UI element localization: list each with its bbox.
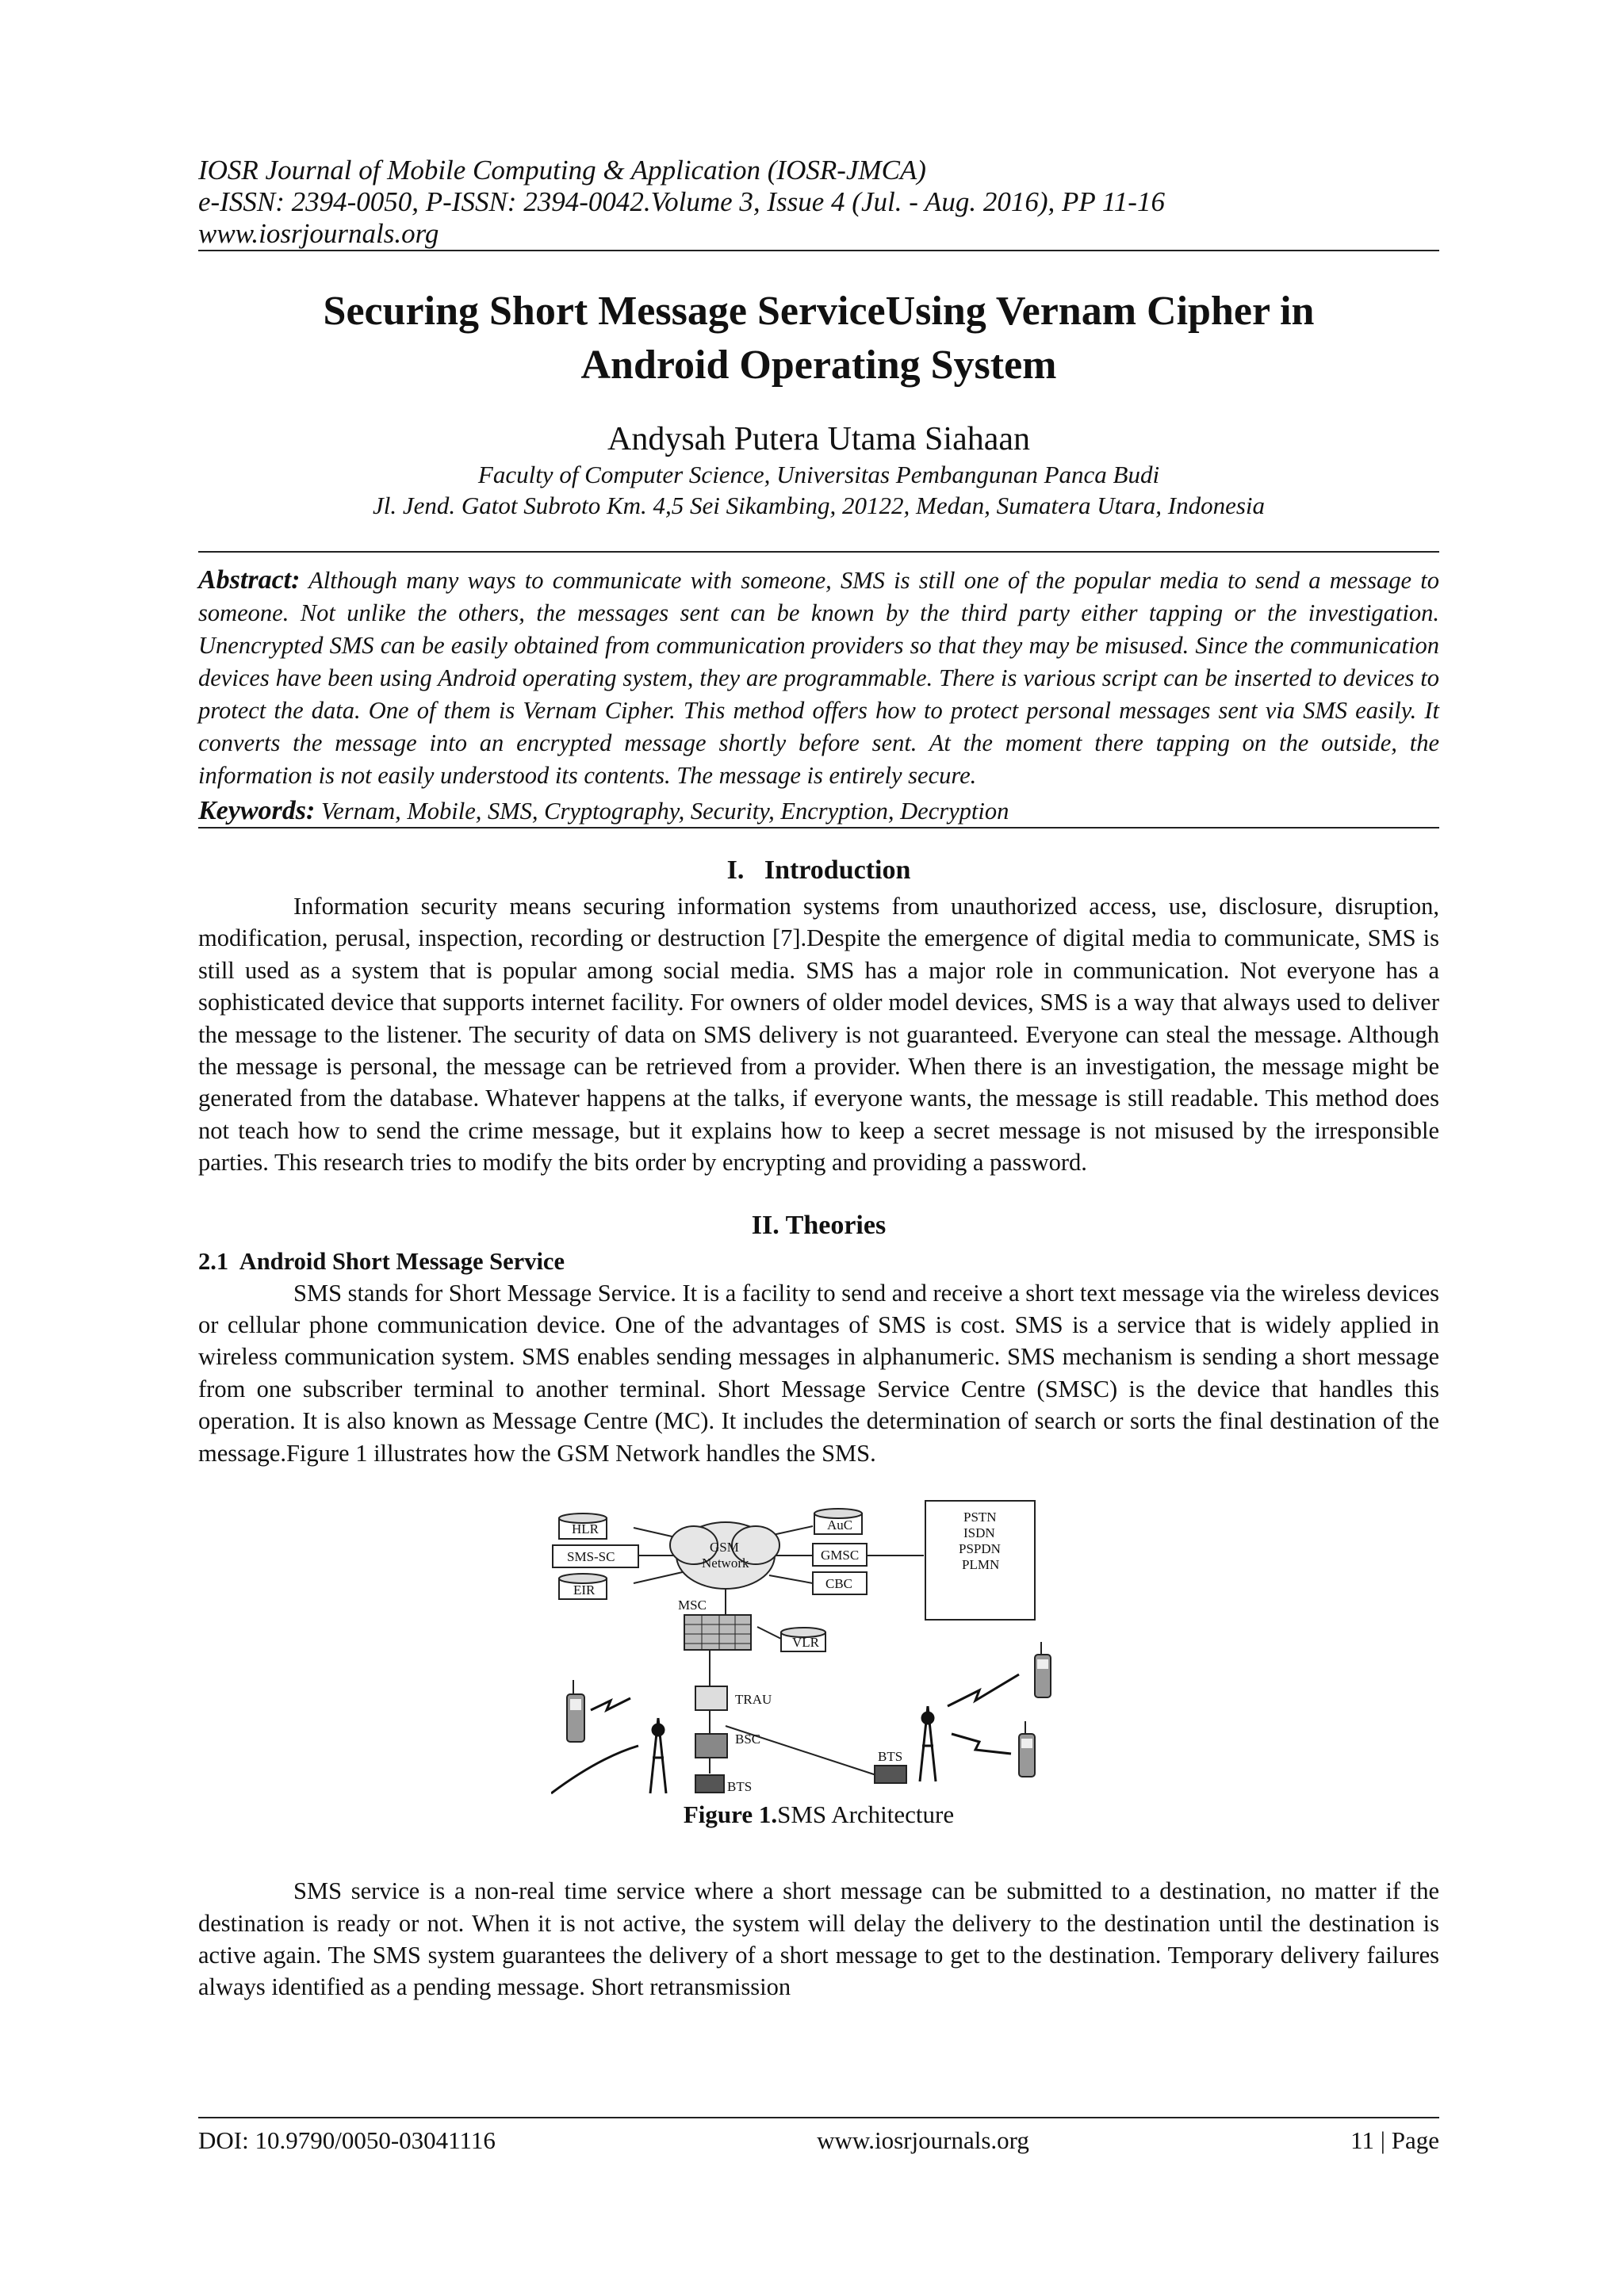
- header-rule: [198, 250, 1439, 251]
- footer-doi: DOI: 10.9790/0050-03041116: [198, 2126, 496, 2154]
- pspdn-label: PSPDN: [959, 1541, 1001, 1557]
- left-antenna-tower-icon: [650, 1718, 666, 1793]
- introduction-paragraph: Information security means securing information systems from unauthorized access, use, disclosure, disruption, modification, perusal, inspection, recording or destruction [7].Despite the emergence of digital media to communicate, SMS is still used as a system that is popular among social media. SMS has a major role in communication. Not everyone has a sophisticated device that supports internet facility. For owners of older model devices, SMS is a way that always used to deliver the message to the listener. The security of data on SMS delivery is not guaranteed. Everyone can steal the message. Although the message is personal, the message can be retrieved from a provider. When there is an investigation, the message might be generated from the database. Whatever happens at the talks, if everyone wants, the message is still readable. This method does not teach how to send the crime message, but it explains how to keep a secret message is not misused by the irresponsible parties. This research tries to modify the bits order by encrypting and providing a password.: [198, 893, 1439, 1177]
- msc-building-icon: [684, 1615, 751, 1650]
- abstract-text: Although many ways to communicate with someone, SMS is still one of the popular media to send a message to someone. Not unlike the others, the messages sent can be known by the third party either tapping or the investigation. Unencrypted SMS can be easily obtained from communication providers so that they may be misused. Since the communication devices have been using Android operating system, they are programmable. There is various script can be inserted to devices to protect the data. One of them is Vernam Cipher. This method offers how to protect personal messages sent via SMS easily. It converts the message into an encrypted message shortly before sent. At the moment there tapping on the outside, the information is not easily understood its contents. The message is entirely secure.: [198, 567, 1439, 789]
- sms-paragraph: SMS stands for Short Message Service. It is a facility to send and receive a short text message via the wireless devices or cellular phone communication device. One of the advantages of SMS is cost. SMS is a service that is widely applied in wireless communication system. SMS enables sending messages in alphanumeric. SMS mechanism is sending a short message from one subscriber terminal to another terminal. Short Message Service Centre (SMSC) is the device that handles this operation. It is also known as Message Centre (MC). It includes the determination of search or sorts the final destination of the message.Figure 1 illustrates how the GSM Network handles the SMS.: [198, 1279, 1439, 1467]
- keywords-text: Vernam, Mobile, SMS, Cryptography, Security, Encryption, Decryption: [320, 798, 1009, 825]
- page-body: [198, 155, 1439, 2003]
- bts-left-box: [695, 1775, 724, 1793]
- mobile-phone-bottom-right-icon: [1019, 1721, 1035, 1777]
- gsm-label: GSM: [710, 1540, 739, 1556]
- cbc-label: CBC: [825, 1576, 853, 1592]
- mobile-phone-top-right-icon: [1035, 1642, 1051, 1697]
- bsc-box: [695, 1734, 727, 1758]
- bts-left-label: BTS: [727, 1779, 753, 1795]
- trau-box: [695, 1686, 727, 1710]
- title-line-1: Securing Short Message ServiceUsing Vernam Cipher in: [323, 289, 1315, 334]
- isdn-label: ISDN: [963, 1525, 995, 1541]
- figure-caption-label: Figure 1.: [683, 1800, 778, 1829]
- figure-caption-text: SMS Architecture: [777, 1800, 955, 1829]
- sms-sc-label: SMS-SC: [567, 1549, 615, 1565]
- journal-name: IOSR Journal of Mobile Computing & Application (IOSR-JMCA): [198, 155, 926, 186]
- auc-label: AuC: [827, 1517, 853, 1533]
- trau-label: TRAU: [735, 1692, 772, 1708]
- hlr-label: HLR: [572, 1521, 599, 1537]
- sms-architecture-diagram: [551, 1496, 1090, 1797]
- footer-row: [198, 2126, 1439, 2155]
- vlr-label: VLR: [792, 1635, 819, 1651]
- journal-header: [198, 155, 1439, 250]
- section-heading-theories: II. Theories: [751, 1210, 887, 1240]
- title-line-2: Android Operating System: [580, 342, 1057, 388]
- author-name: Andysah Putera Utama Siahaan: [607, 421, 1031, 457]
- network-label: Network: [702, 1556, 749, 1571]
- abstract-top-rule: [198, 551, 1439, 553]
- ground-line: [551, 1746, 638, 1793]
- abstract-label: Abstract:: [198, 565, 301, 595]
- affiliation-1: Faculty of Computer Science, Universitas Pembangunan Panca Budi: [477, 461, 1160, 488]
- figure-1: [198, 1496, 1439, 1797]
- footer-page-number: 11 | Page: [1350, 2126, 1439, 2154]
- section-heading-introduction: I. Introduction: [726, 855, 911, 885]
- plmn-label: PLMN: [962, 1557, 1000, 1573]
- msc-label: MSC: [678, 1598, 707, 1613]
- right-antenna-tower-icon: [920, 1706, 936, 1781]
- sms-service-paragraph: SMS service is a non-real time service where a short message can be submitted to a destination, no matter if the destination is ready or not. When it is not active, the system will delay the delivery to the destination until the destination is active again. The SMS system guarantees the delivery of a short message to get to the destination. Temporary delivery failures always identified as a pending message. Short retransmission: [198, 1877, 1439, 2001]
- page-footer: [198, 2117, 1439, 2155]
- figure-1-caption: [198, 1799, 1439, 1831]
- affiliation-2: Jl. Jend. Gatot Subroto Km. 4,5 Sei Sikambing, 20122, Medan, Sumatera Utara, Indonesia: [372, 492, 1266, 519]
- abstract: [198, 564, 1439, 792]
- issn-line: e-ISSN: 2394-0050, P-ISSN: 2394-0042.Volume 3, Issue 4 (Jul. - Aug. 2016), PP 11-16: [198, 186, 1165, 217]
- subsection-heading-sms: 2.1 Android Short Message Service: [198, 1247, 565, 1275]
- bsc-label: BSC: [735, 1732, 761, 1747]
- footer-rule: [198, 2117, 1439, 2118]
- journal-website[interactable]: www.iosrjournals.org: [198, 218, 439, 249]
- paper-title: [246, 285, 1392, 392]
- footer-website[interactable]: www.iosrjournals.org: [817, 2126, 1029, 2154]
- bts-right-box: [875, 1766, 906, 1783]
- mobile-phone-left-icon: [567, 1680, 584, 1742]
- abstract-bottom-rule: [198, 827, 1439, 828]
- gmsc-label: GMSC: [821, 1548, 860, 1563]
- pstn-label: PSTN: [963, 1510, 997, 1525]
- bts-right-label: BTS: [878, 1749, 903, 1765]
- keywords: [198, 795, 1439, 827]
- keywords-label: Keywords:: [198, 796, 316, 825]
- eir-label: EIR: [573, 1582, 596, 1598]
